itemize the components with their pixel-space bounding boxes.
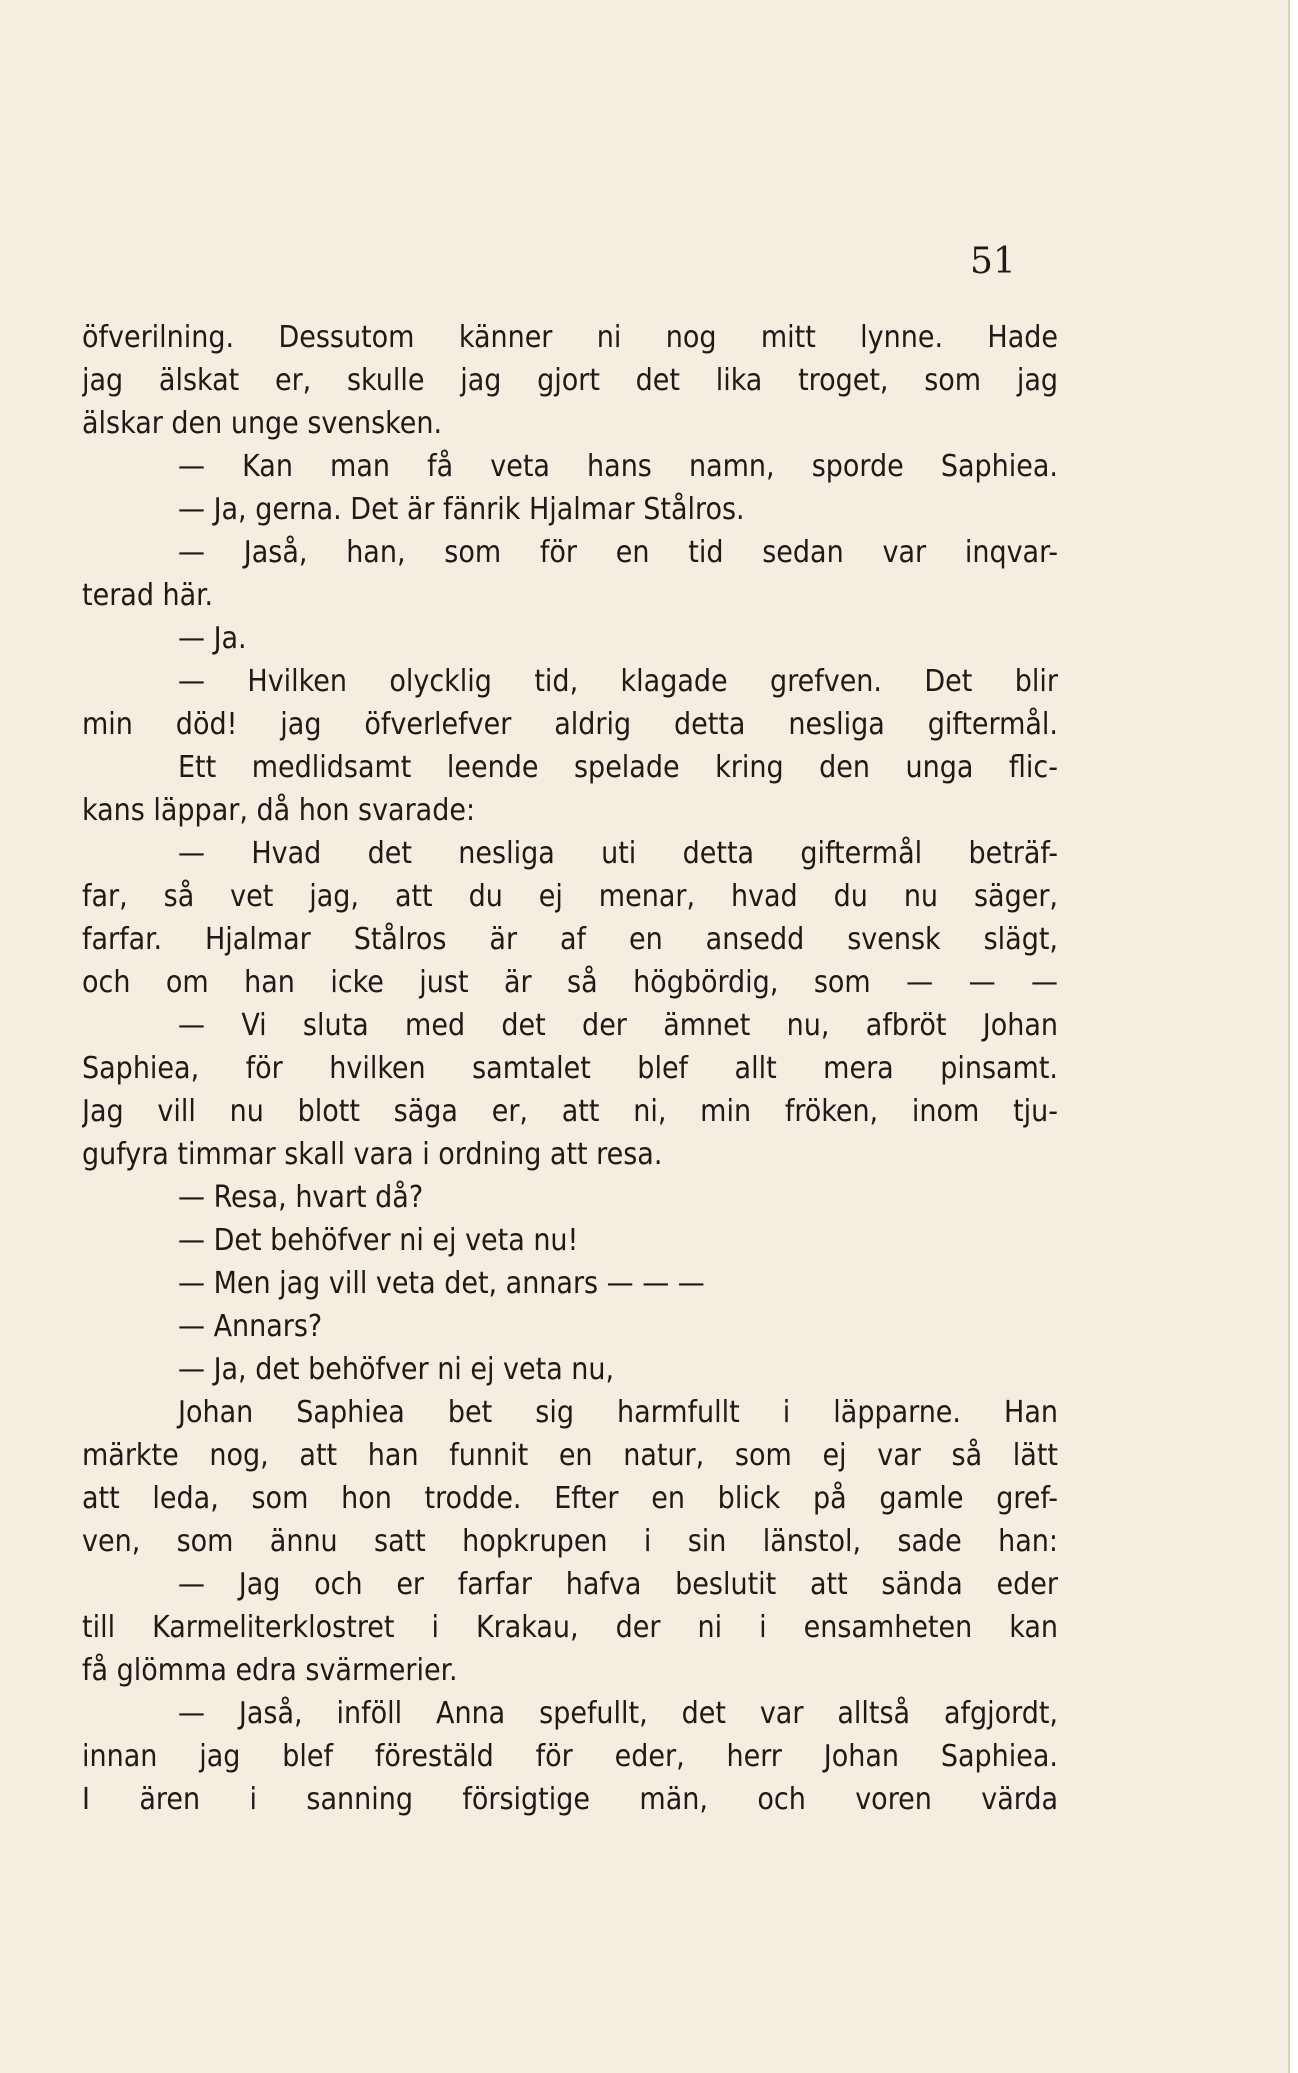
text-line: — Men jag vill veta det, annars — — — <box>178 1266 705 1301</box>
text-line: ven, som ännu satt hopkrupen i sin länstol, sade han: <box>82 1524 1058 1559</box>
text-line: — Ja, det behöfver ni ej veta nu, <box>178 1352 615 1387</box>
text-line: I ären i sanning försigtige män, och voren värda <box>82 1782 1058 1817</box>
text-line: Jag vill nu blott säga er, att ni, min fröken, inom tju- <box>82 1094 1058 1129</box>
text-line: — Jaså, inföll Anna spefullt, det var alltså afgjordt, <box>178 1696 1058 1731</box>
text-line: farfar. Hjalmar Stålros är af en ansedd svensk slägt, <box>82 922 1058 957</box>
text-line: att leda, som hon trodde. Efter en blick på gamle gref- <box>82 1481 1058 1516</box>
text-line: min död! jag öfverlefver aldrig detta nesliga giftermål. <box>82 707 1058 742</box>
text-line: jag älskat er, skulle jag gjort det lika troget, som jag <box>82 363 1058 398</box>
text-line: — Ja. <box>178 621 247 656</box>
text-line: få glömma edra svärmerier. <box>82 1653 458 1688</box>
text-line: till Karmeliterklostret i Krakau, der ni i ensamheten kan <box>82 1610 1058 1645</box>
page-number: 51 <box>970 241 1016 282</box>
text-line: Saphiea, för hvilken samtalet blef allt mera pinsamt. <box>82 1051 1058 1086</box>
text-line: och om han icke just är så högbördig, som — — — <box>82 965 1058 1000</box>
text-line: — Det behöfver ni ej veta nu! <box>178 1223 579 1258</box>
text-line: märkte nog, att han funnit en natur, som ej var så lätt <box>82 1438 1058 1473</box>
body-text <box>82 316 1058 1821</box>
text-line: — Ja, gerna. Det är fänrik Hjalmar Stålros. <box>178 492 745 527</box>
text-line: öfverilning. Dessutom känner ni nog mitt lynne. Hade <box>82 320 1058 355</box>
text-line: Johan Saphiea bet sig harmfullt i läpparne. Han <box>178 1395 1058 1430</box>
text-line: far, så vet jag, att du ej menar, hvad du nu säger, <box>82 879 1058 914</box>
text-line: — Jaså, han, som för en tid sedan var inqvar- <box>178 535 1058 570</box>
text-line: — Kan man få veta hans namn, sporde Saphiea. <box>178 449 1058 484</box>
text-line: Ett medlidsamt leende spelade kring den unga flic- <box>178 750 1058 785</box>
text-line: — Hvad det nesliga uti detta giftermål beträf- <box>178 836 1058 871</box>
text-line: — Vi sluta med det der ämnet nu, afbröt Johan <box>178 1008 1058 1043</box>
text-line: — Hvilken olycklig tid, klagade grefven. Det blir <box>178 664 1058 699</box>
text-line: innan jag blef förestäld för eder, herr Johan Saphiea. <box>82 1739 1058 1774</box>
text-line: kans läppar, då hon svarade: <box>82 793 476 828</box>
text-line: älskar den unge svensken. <box>82 406 443 441</box>
text-line: — Annars? <box>178 1309 323 1344</box>
text-line: — Jag och er farfar hafva beslutit att sända eder <box>178 1567 1058 1602</box>
text-line: terad här. <box>82 578 214 613</box>
text-line: gufyra timmar skall vara i ordning att resa. <box>82 1137 663 1172</box>
text-line: — Resa, hvart då? <box>178 1180 424 1215</box>
